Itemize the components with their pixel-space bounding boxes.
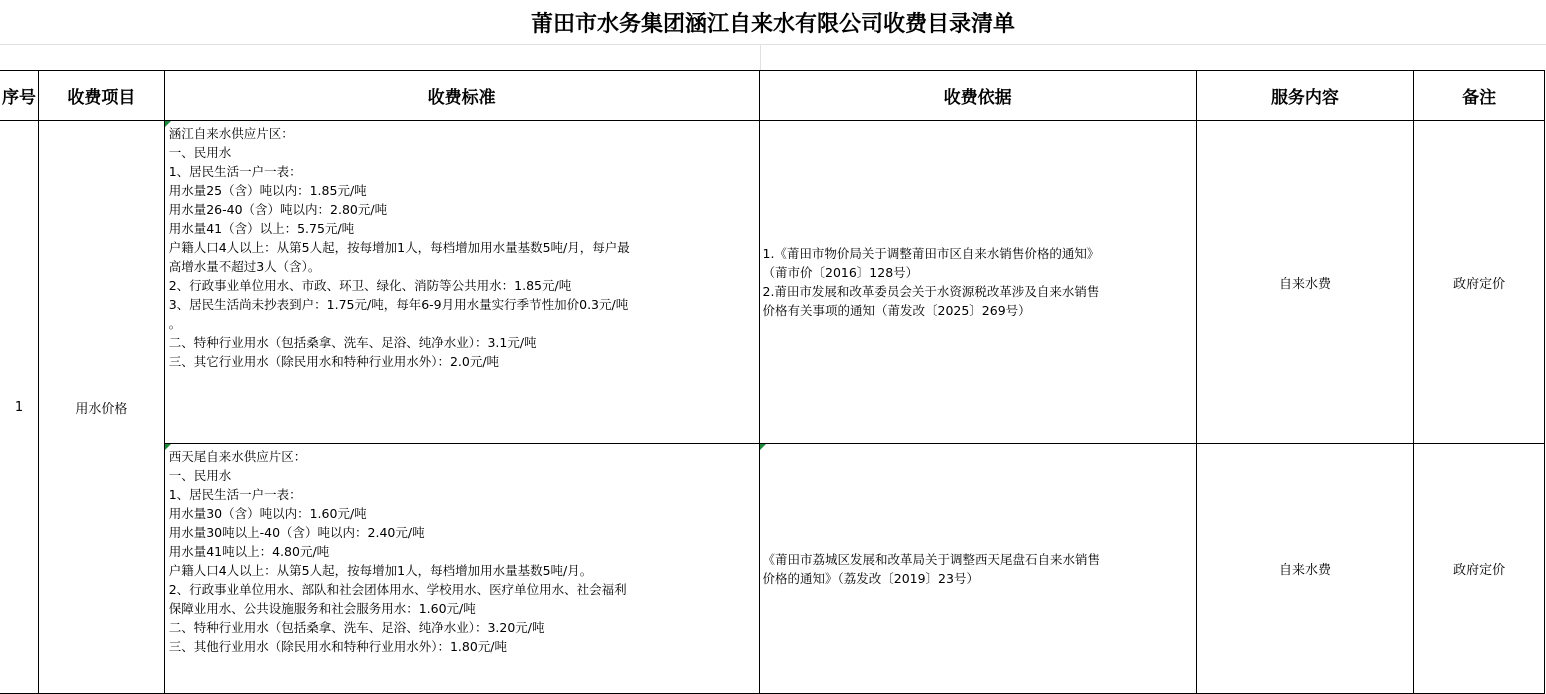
text-line: 2、行政事业单位用水、部队和社会团体用水、学校用水、医疗单位用水、社会福利 [168,582,627,597]
header-service: 服务内容 [1196,71,1414,121]
service-cell[interactable]: 自来水费 [1196,121,1414,444]
text-line: 用水量26-40（含）吨以内：2.80元/吨 [168,202,388,217]
basis-cell[interactable] [759,444,1196,694]
standard-cell[interactable] [164,121,759,444]
header-item: 收费项目 [38,71,164,121]
row-no[interactable]: 1 [0,121,38,694]
text-line: 用水量25（含）吨以内：1.85元/吨 [168,183,367,198]
table-row [0,121,1545,444]
text-line: 二、特种行业用水（包括桑拿、洗车、足浴、纯净水业）：3.20元/吨 [168,620,545,635]
text-line: 价格有关事项的通知（莆发改〔2025〕269号） [762,303,1031,318]
blank-row [0,44,1546,70]
text-line: 一、民用水 [168,145,232,160]
header-standard: 收费标准 [164,71,759,121]
text-line: 二、特种行业用水（包括桑拿、洗车、足浴、纯净水业）：3.1元/吨 [168,335,537,350]
comment-marker-icon [760,444,766,450]
text-line: 。 [168,316,182,331]
basis-cell[interactable] [759,121,1196,444]
remark-cell[interactable]: 政府定价 [1414,121,1545,444]
text-line: 三、其它行业用水（除民用水和特种行业用水外）：2.0元/吨 [168,354,500,369]
comment-marker-icon [165,121,171,127]
text-line: 3、居民生活尚未抄表到户：1.75元/吨，每年6-9月用水量实行季节性加价0.3元/吨 [168,297,629,312]
standard-cell[interactable] [164,444,759,694]
text-line: 户籍人口4人以上：从第5人起，按每增加1人，每档增加用水量基数5吨/月，每户最 [168,240,630,255]
fee-table [0,70,1545,694]
text-line: 用水量41吨以上：4.80元/吨 [168,544,330,559]
comment-marker-icon [165,444,171,450]
text-line: 用水量41（含）以上：5.75元/吨 [168,221,355,236]
text-line: 《莆田市荔城区发展和改革局关于调整西天尾盘石自来水销售 [762,551,1101,567]
text-line: 1.《莆田市物价局关于调整莆田市区自来水销售价格的通知》 [762,246,1100,261]
text-line: 高增水量不超过3人（含）。 [168,259,321,274]
text-line: 2.莆田市发展和改革委员会关于水资源税改革涉及自来水销售 [762,284,1100,299]
text-line: 一、民用水 [168,468,232,483]
service-cell[interactable]: 自来水费 [1196,444,1414,694]
text-line: 西天尾自来水供应片区： [168,449,307,464]
text-line: 1、居民生活一户一表： [168,164,302,179]
text-line: 2、行政事业单位用水、市政、环卫、绿化、消防等公共用水：1.85元/吨 [168,278,572,293]
remark-cell[interactable]: 政府定价 [1414,444,1545,694]
text-line: 用水量30吨以上-40（含）吨以内：2.40元/吨 [168,525,425,540]
text-line: （莆市价〔2016〕128号） [762,265,919,280]
header-no: 序号 [0,71,38,121]
text-line: 三、其他行业用水（除民用水和特种行业用水外）：1.80元/吨 [168,639,507,654]
text-line: 户籍人口4人以上：从第5人起，按每增加1人，每档增加用水量基数5吨/月。 [168,563,593,578]
text-line: 价格的通知》（荔发改〔2019〕23号） [762,570,979,586]
text-line: 涵江自来水供应片区： [168,126,294,141]
row-item[interactable]: 用水价格 [38,121,164,694]
text-line: 用水量30（含）吨以内：1.60元/吨 [168,506,367,521]
table-row [0,444,1545,694]
header-basis: 收费依据 [759,71,1196,121]
header-row [0,71,1545,121]
page-title: 莆田市水务集团涵江自来水有限公司收费目录清单 [530,11,1015,37]
header-remark: 备注 [1414,71,1545,121]
text-line: 保障业用水、公共设施服务和社会服务用水：1.60元/吨 [168,601,476,616]
text-line: 1、居民生活一户一表： [168,487,302,502]
gridline [760,44,761,70]
